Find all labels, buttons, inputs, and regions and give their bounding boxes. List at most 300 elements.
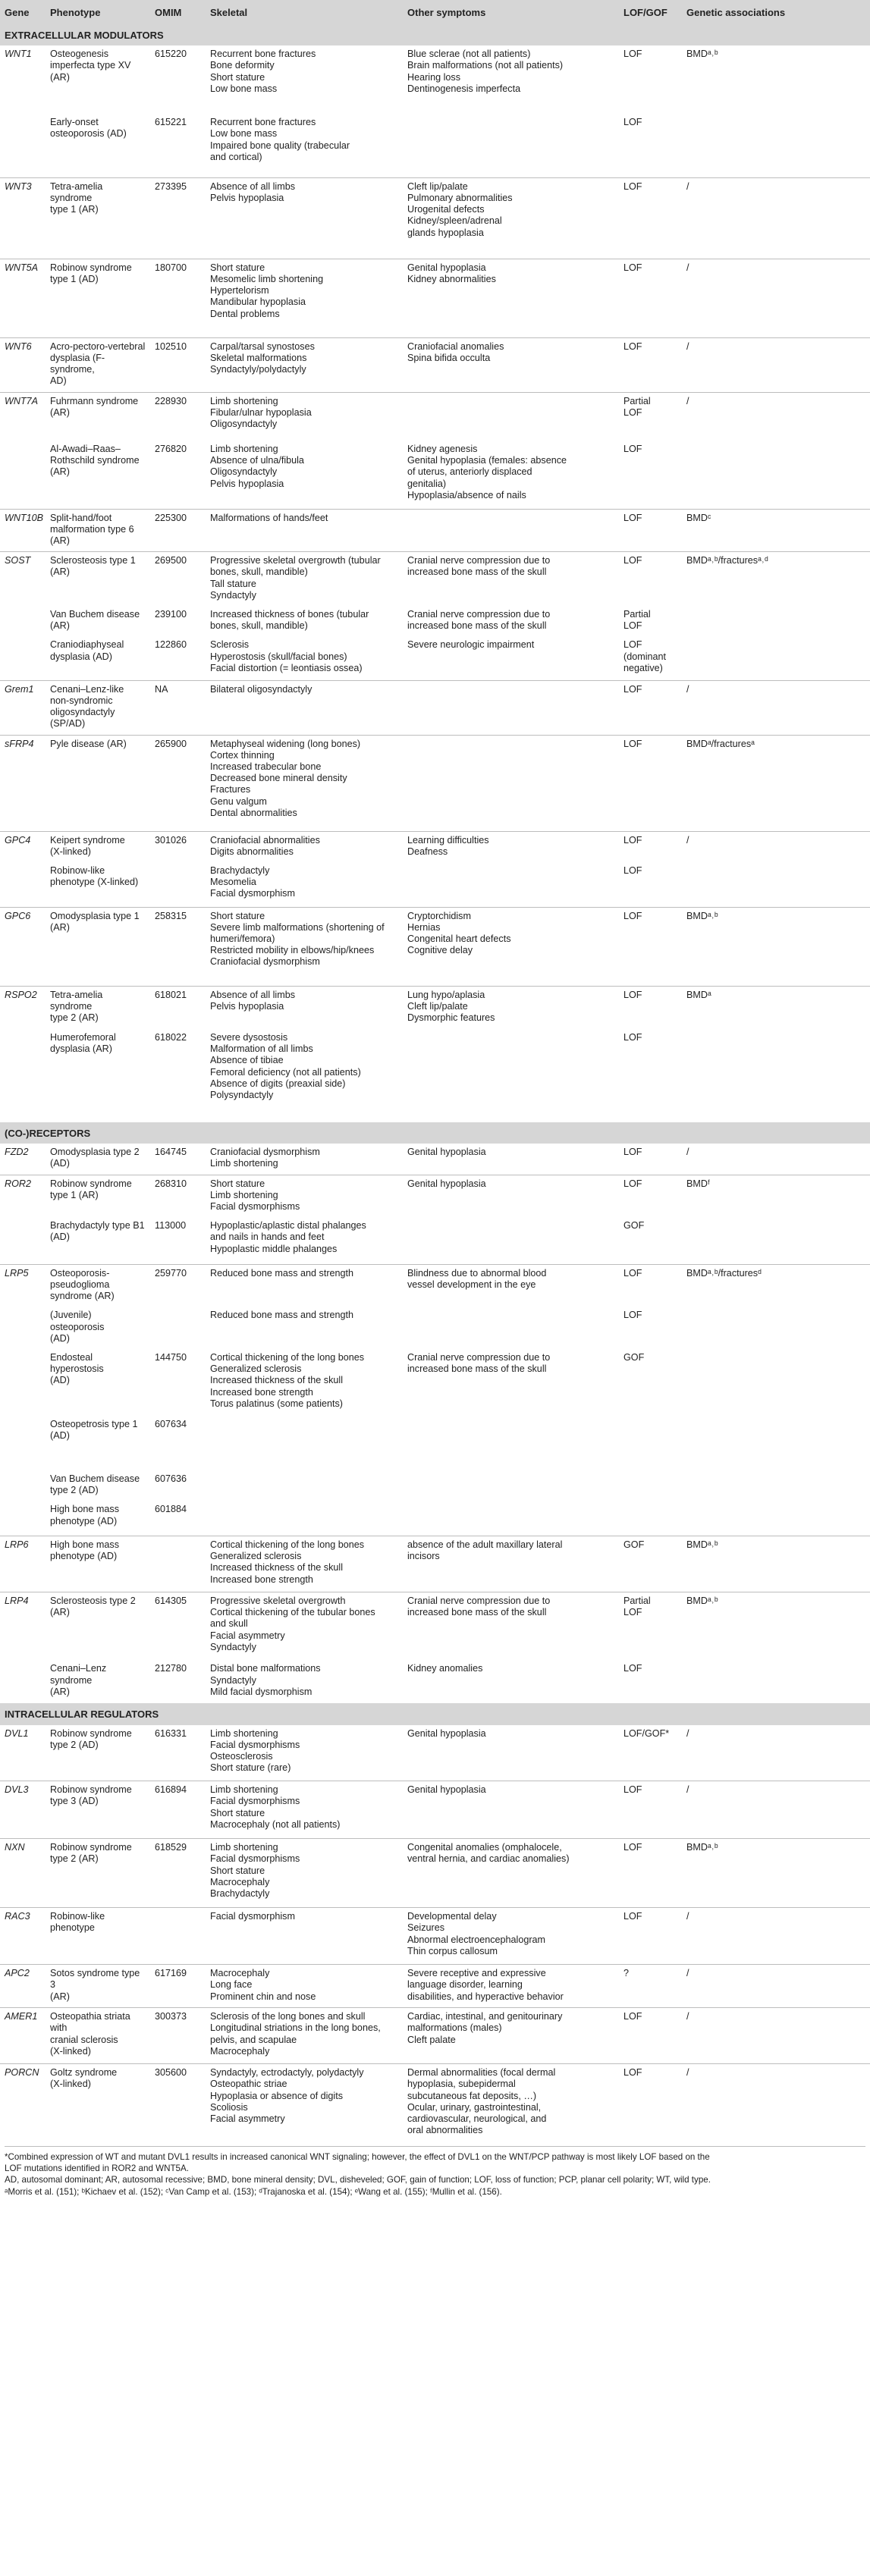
genetic-associations-cell: BMDᵃ˒ᵇ: [682, 1592, 870, 1660]
gene-cell: WNT5A: [0, 259, 46, 337]
omim-cell: 615221: [155, 117, 187, 128]
gene-cell: [0, 862, 46, 907]
gene-cell: [0, 636, 46, 680]
cell-line: Cranial nerve compression due to: [407, 1352, 551, 1363]
lof-gof-cell: [619, 1029, 682, 1122]
phenotype-cell: [46, 392, 150, 441]
cell-line: (AR): [50, 1686, 70, 1697]
cell-line: LOF: [623, 444, 642, 455]
cell-line: phenotype: [50, 1922, 95, 1934]
cell-line: Prominent chin and nose: [210, 1991, 316, 2002]
cell-line: LOF: [623, 512, 642, 523]
cell-line: Hypertelorism: [210, 285, 269, 297]
cell-line: (AR): [50, 535, 70, 546]
cell-line: Sclerosteosis type 1: [50, 555, 136, 566]
cell-line: humeri/femora): [210, 933, 275, 944]
gene-cell: [0, 1029, 46, 1122]
phenotype-cell: [46, 1144, 150, 1175]
cell-line: (SP/AD): [50, 718, 86, 730]
cell-line: Brachydactyly: [210, 865, 270, 877]
skeletal-cell: [206, 259, 403, 337]
omim-cell: 268310: [150, 1175, 206, 1217]
table-row: [0, 509, 870, 552]
table-row: [0, 606, 870, 636]
other-symptoms-cell: [403, 1175, 619, 1217]
phenotype-cell: [46, 1470, 150, 1501]
table-row: [0, 1470, 870, 1501]
other-symptoms-cell: [403, 1839, 619, 1908]
cell-line: Cenani–Lenz-like: [50, 683, 124, 695]
cell-line: Brachydactyly: [210, 1887, 270, 1899]
cell-line: Urogenital defects: [407, 204, 485, 215]
cell-line: Craniofacial anomalies: [407, 340, 504, 352]
table-row: [0, 1307, 870, 1349]
cell-line: Partial: [623, 608, 651, 620]
omim-cell: 618022: [155, 1032, 187, 1043]
cell-line: ?: [623, 1968, 630, 1979]
cell-line: Cortical thickening of the long bones: [210, 1352, 365, 1363]
cell-line: Absence of tibiae: [210, 1055, 284, 1066]
cell-line: Long face: [210, 1979, 253, 1991]
table-row: [0, 1144, 870, 1175]
lof-gof-cell: [619, 1307, 682, 1349]
cell-line: LOF: [623, 989, 642, 1000]
cell-line: Generalized sclerosis: [210, 1551, 302, 1562]
genetic-associations-cell: /: [682, 680, 870, 735]
cell-line: Genital hypoplasia: [407, 1178, 486, 1189]
cell-line: Restricted mobility in elbows/hip/knees: [210, 945, 375, 956]
table-row: [0, 114, 870, 177]
cell-line: Malformation of all limbs: [210, 1043, 313, 1055]
cell-line: Bone deformity: [210, 60, 275, 71]
omim-cell: 614305: [150, 1592, 206, 1660]
cell-line: type 2 (AD): [50, 1485, 99, 1496]
table-row: [0, 2008, 870, 2064]
cell-line: Increased bone strength: [210, 1386, 313, 1398]
lof-gof-cell: [619, 114, 682, 177]
cell-line: type 2 (AR): [50, 1853, 99, 1865]
other-symptoms-cell: [403, 392, 619, 441]
cell-line: Mesomelic limb shortening: [210, 273, 324, 284]
phenotype-cell: [46, 862, 150, 907]
lof-gof-cell: [619, 1592, 682, 1660]
phenotype-cell: [46, 2008, 150, 2064]
genetic-associations-cell: BMDᵃ˒ᵇ: [682, 1536, 870, 1592]
cell-line: Oligosyndactyly: [210, 466, 278, 478]
other-symptoms-cell: [403, 1725, 619, 1781]
genetic-associations-cell: [682, 1660, 870, 1703]
cell-line: High bone mass: [50, 1504, 120, 1515]
gene-cell: LRP6: [0, 1536, 46, 1592]
cell-line: Femoral deficiency (not all patients): [210, 1066, 361, 1078]
cell-line: (AR): [50, 620, 70, 632]
cell-line: Deafness: [407, 846, 448, 857]
phenotype-cell: [46, 552, 150, 606]
other-symptoms-cell: [403, 1264, 619, 1307]
cell-line: (AR): [50, 566, 70, 578]
lof-gof-cell: [619, 1725, 682, 1781]
cell-line: Brachydactyly type B1: [50, 1220, 145, 1232]
table-row: [0, 337, 870, 392]
cell-line: glands hypoplasia: [407, 227, 484, 238]
table-row: [0, 552, 870, 606]
table-row: [0, 735, 870, 831]
cell-line: Mild facial dysmorphism: [210, 1686, 313, 1697]
phenotype-cell: [46, 114, 150, 177]
skeletal-cell: [206, 1175, 403, 1217]
lof-gof-cell: [619, 1908, 682, 1965]
cell-line: Short stature: [210, 1807, 265, 1818]
cell-line: Genu valgum: [210, 795, 267, 807]
genetic-associations-cell: [682, 1416, 870, 1470]
skeletal-cell: [206, 1725, 403, 1781]
cell-line: LOF: [623, 1784, 642, 1796]
genetic-associations-cell: BMDᵃ˒ᵇ: [682, 907, 870, 986]
cell-line: LOF: [623, 262, 642, 273]
cell-line: Cranial nerve compression due to: [407, 555, 551, 566]
cell-line: Dysmorphic features: [407, 1012, 495, 1023]
gene-cell: DVL3: [0, 1781, 46, 1839]
cell-line: Kidney/spleen/adrenal: [407, 215, 502, 227]
other-symptoms-cell: [403, 1144, 619, 1175]
cell-line: Sclerosis: [210, 639, 250, 651]
omim-cell: 212780: [155, 1663, 187, 1674]
table-row: [0, 177, 870, 259]
other-symptoms-cell: [403, 1307, 619, 1349]
footnote-line: AD, autosomal dominant; AR, autosomal recessive; BMD, bone mineral density; DVL, disheveled; GOF, gain of function; LOF, loss of function; PCP, planar cell polarity; WT, wild type.: [5, 2175, 711, 2185]
other-symptoms-cell: [403, 45, 619, 114]
genetic-associations-cell: /: [682, 337, 870, 392]
genetic-associations-cell: /: [682, 177, 870, 259]
other-symptoms-cell: [403, 1536, 619, 1592]
genetic-associations-cell: [682, 114, 870, 177]
cell-line: LOF: [623, 555, 642, 566]
omim-cell: 300373: [150, 2008, 206, 2064]
table-footnotes: [5, 2146, 865, 2199]
other-symptoms-cell: [403, 1349, 619, 1416]
cell-line: Genital hypoplasia (females: absence: [407, 455, 567, 466]
cell-line: Carpal/tarsal synostoses: [210, 340, 315, 352]
cell-line: Short stature: [210, 71, 265, 83]
cell-line: Limb shortening: [210, 1784, 278, 1796]
other-symptoms-cell: [403, 986, 619, 1029]
cell-line: Van Buchem disease: [50, 608, 140, 620]
cell-line: Fractures: [210, 784, 251, 795]
table-row: [0, 1839, 870, 1908]
cell-line: Polysyndactyly: [210, 1090, 274, 1101]
skeletal-cell: [206, 636, 403, 680]
cell-line: Omodysplasia type 2: [50, 1147, 140, 1158]
cell-line: LOF: [623, 1267, 642, 1279]
cell-line: Kidney agenesis: [407, 444, 478, 455]
cell-line: Distal bone malformations: [210, 1663, 321, 1674]
phenotype-cell: [46, 1264, 150, 1307]
cell-line: dysplasia (F-syndrome,: [50, 352, 105, 375]
cell-line: (AD): [50, 1332, 70, 1344]
cell-line: (AD): [50, 1430, 70, 1442]
other-symptoms-cell: [403, 1660, 619, 1703]
phenotype-cell: [46, 259, 150, 337]
cell-line: Hernias: [407, 921, 441, 933]
cell-line: type 1 (AR): [50, 1189, 99, 1200]
gene-cell: [0, 1501, 46, 1536]
cell-line: Craniofacial dysmorphism: [210, 956, 320, 968]
other-symptoms-cell: [403, 1470, 619, 1501]
table-row: [0, 1781, 870, 1839]
cell-line: Cleft lip/palate: [407, 180, 468, 192]
table-row: [0, 1536, 870, 1592]
genetic-associations-cell: [682, 1349, 870, 1416]
gene-cell: Grem1: [0, 680, 46, 735]
gene-cell: PORCN: [0, 2064, 46, 2143]
cell-line: Craniodiaphyseal: [50, 639, 124, 651]
skeletal-cell: [206, 1029, 403, 1122]
cell-line: Partial: [623, 395, 651, 406]
lof-gof-cell: [619, 1217, 682, 1264]
phenotype-cell: [46, 337, 150, 392]
section-title: EXTRACELLULAR MODULATORS: [0, 24, 870, 45]
cell-line: subcutaneous fat deposits, …): [407, 2090, 537, 2101]
omim-cell: 618021: [150, 986, 206, 1029]
cell-line: Short stature: [210, 1865, 265, 1876]
other-symptoms-cell: [403, 636, 619, 680]
genetic-associations-cell: /: [682, 2008, 870, 2064]
cell-line: LOF: [623, 1663, 642, 1674]
cell-line: Robinow syndrome: [50, 1842, 132, 1853]
omim-cell: 276820: [155, 444, 187, 455]
omim-cell: 180700: [150, 259, 206, 337]
phenotype-cell: [46, 441, 150, 509]
cell-line: Blindness due to abnormal blood: [407, 1267, 547, 1279]
cell-line: osteoporosis (AD): [50, 128, 127, 140]
gene-cell: WNT3: [0, 177, 46, 259]
other-symptoms-cell: [403, 2008, 619, 2064]
cell-line: Mandibular hypoplasia: [210, 297, 306, 308]
cell-line: Osteoporosis-: [50, 1267, 110, 1279]
table-row: [0, 1660, 870, 1703]
skeletal-cell: [206, 2064, 403, 2143]
gene-cell: WNT7A: [0, 392, 46, 441]
phenotype-cell: [46, 1536, 150, 1592]
table-row: [0, 1592, 870, 1660]
cell-line: Reduced bone mass and strength: [210, 1310, 354, 1321]
genetic-associations-cell: [682, 1217, 870, 1264]
cell-line: GOF: [623, 1352, 645, 1363]
cell-line: (AD): [50, 1375, 70, 1386]
other-symptoms-cell: [403, 337, 619, 392]
genetic-associations-cell: BMDᵃ˒ᵇ/fracturesᵈ: [682, 1264, 870, 1307]
cell-line: Recurrent bone fractures: [210, 117, 316, 128]
lof-gof-cell: [619, 177, 682, 259]
skeletal-cell: [206, 2008, 403, 2064]
phenotype-cell: [46, 1175, 150, 1217]
cell-line: Van Buchem disease: [50, 1473, 140, 1484]
omim-cell: 273395: [150, 177, 206, 259]
cell-line: Endosteal hyperostosis: [50, 1352, 104, 1375]
cell-line: Robinow-like: [50, 1911, 105, 1922]
omim-cell: 607634: [155, 1419, 187, 1429]
cell-line: Dentinogenesis imperfecta: [407, 83, 521, 94]
cell-line: LOF: [623, 2011, 642, 2022]
gene-cell: [0, 1416, 46, 1470]
cell-line: Goltz syndrome: [50, 2067, 118, 2079]
cell-line: Genital hypoplasia: [407, 1727, 486, 1739]
cell-line: (AR): [50, 1607, 70, 1618]
cell-line: imperfecta type XV (AR): [50, 60, 131, 83]
cell-line: Partial: [623, 1595, 651, 1606]
cell-line: LOF: [623, 1178, 642, 1189]
cell-line: Limb shortening: [210, 1158, 278, 1169]
table-row: [0, 441, 870, 509]
genetic-associations-cell: BMDᵃ/fracturesᵃ: [682, 735, 870, 831]
cell-line: syndrome (AR): [50, 1291, 115, 1302]
cell-line: Short stature (rare): [210, 1762, 291, 1774]
cell-line: Kidney anomalies: [407, 1663, 483, 1674]
cell-line: genitalia): [407, 478, 447, 489]
omim-cell: 601884: [155, 1504, 187, 1515]
cell-line: Increased thickness of bones (tubular: [210, 608, 369, 620]
other-symptoms-cell: [403, 114, 619, 177]
cell-line: Skeletal malformations: [210, 352, 307, 363]
cell-line: Genital hypoplasia: [407, 1784, 486, 1796]
cell-line: ventral hernia, and cardiac anomalies): [407, 1853, 570, 1865]
cell-line: Pelvis hypoplasia: [210, 478, 284, 489]
skeletal-cell: [206, 831, 403, 862]
cell-line: type 3 (AD): [50, 1796, 99, 1807]
skeletal-cell: [206, 1965, 403, 2008]
cell-line: Facial asymmetry: [210, 2113, 285, 2124]
cell-line: Progressive skeletal overgrowth (tubular: [210, 555, 381, 566]
lof-gof-cell: [619, 1470, 682, 1501]
genetic-associations-cell: /: [682, 1908, 870, 1965]
cell-line: oligosyndactyly: [50, 707, 115, 718]
skeletal-cell: [206, 1470, 403, 1501]
gene-cell: LRP5: [0, 1264, 46, 1307]
table-row: [0, 1264, 870, 1307]
phenotype-cell: [46, 509, 150, 552]
omim-cell: 617169: [150, 1965, 206, 2008]
lof-gof-cell: [619, 907, 682, 986]
cell-line: Craniofacial abnormalities: [210, 834, 320, 846]
cell-line: Syndactyly, ectrodactyly, polydactyly: [210, 2067, 364, 2079]
cell-line: language disorder, learning: [407, 1979, 523, 1991]
skeletal-cell: [206, 735, 403, 831]
cell-line: LOF: [623, 1310, 642, 1321]
cell-line: Robinow syndrome: [50, 1178, 132, 1189]
gene-cell: LRP4: [0, 1592, 46, 1660]
phenotype-cell: [46, 1349, 150, 1416]
cell-line: Tall stature: [210, 578, 256, 589]
skeletal-cell: [206, 509, 403, 552]
cell-line: Facial dysmorphisms: [210, 1853, 300, 1865]
omim-cell: 259770: [150, 1264, 206, 1307]
phenotype-cell: [46, 1501, 150, 1536]
lof-gof-cell: [619, 862, 682, 907]
cell-line: Dermal abnormalities (focal dermal: [407, 2067, 556, 2079]
omim-cell: 258315: [150, 907, 206, 986]
cell-line: cardiovascular, neurological, and: [407, 2113, 547, 2124]
cell-line: Pelvis hypoplasia: [210, 192, 284, 203]
lof-gof-cell: [619, 680, 682, 735]
omim-cell: 113000: [155, 1220, 187, 1232]
gene-cell: FZD2: [5, 1147, 29, 1158]
lof-gof-cell: [619, 636, 682, 680]
cell-line: Sclerosteosis type 2: [50, 1595, 136, 1606]
gene-cell: [0, 1307, 46, 1349]
cell-line: Keipert syndrome: [50, 834, 125, 846]
skeletal-cell: [206, 1264, 403, 1307]
phenotype-cell: [46, 680, 150, 735]
genetic-associations-cell: BMDᵃ˒ᵇ: [682, 1839, 870, 1908]
cell-line: non-syndromic: [50, 695, 113, 707]
skeletal-cell: [206, 392, 403, 441]
footnote-line: LOF mutations identified in ROR2 and WNT5A.: [5, 2163, 189, 2174]
cell-line: pseudoglioma: [50, 1279, 110, 1290]
lof-gof-cell: [619, 986, 682, 1029]
lof-gof-cell: [619, 1660, 682, 1703]
cell-line: (Juvenile) osteoporosis: [50, 1310, 105, 1332]
cell-line: Pelvis hypoplasia: [210, 1000, 284, 1012]
table-row: [0, 45, 870, 114]
omim-cell: 265900: [150, 735, 206, 831]
cell-line: Cenani–Lenz syndrome: [50, 1663, 107, 1686]
omim-cell: 225300: [150, 509, 206, 552]
cell-line: Facial asymmetry: [210, 1630, 285, 1641]
cell-line: LOF: [623, 738, 642, 749]
cell-line: Osteogenesis: [50, 49, 109, 60]
other-symptoms-cell: [403, 831, 619, 862]
cell-line: LOF: [623, 340, 642, 352]
cell-line: Fibular/ulnar hypoplasia: [210, 406, 312, 418]
lof-gof-cell: [619, 45, 682, 114]
cell-line: Cognitive delay: [407, 945, 473, 956]
cell-line: Facial dysmorphism: [210, 888, 295, 899]
cell-line: Spina bifida occulta: [407, 352, 491, 363]
other-symptoms-cell: [403, 509, 619, 552]
cell-line: (AR): [50, 466, 70, 478]
cell-line: oral abnormalities: [407, 2125, 483, 2136]
other-symptoms-cell: [403, 1416, 619, 1470]
cell-line: Macrocephaly: [210, 1876, 270, 1887]
omim-cell: [150, 862, 206, 907]
header-skeletal: Skeletal: [210, 7, 248, 18]
cell-line: Digits abnormalities: [210, 846, 294, 857]
cell-line: Progressive skeletal overgrowth: [210, 1595, 346, 1606]
phenotype-cell: [46, 1416, 150, 1470]
cell-line: (AD): [50, 1232, 70, 1243]
cell-line: Macrocephaly: [210, 1968, 270, 1979]
cell-line: Genital hypoplasia: [407, 262, 486, 273]
gene-cell: RAC3: [0, 1908, 46, 1965]
cell-line: phenotype (X-linked): [50, 877, 139, 888]
cell-line: Kidney abnormalities: [407, 273, 496, 284]
cell-line: Absence of all limbs: [210, 180, 295, 192]
gene-cell: AMER1: [0, 2008, 46, 2064]
other-symptoms-cell: [403, 1965, 619, 2008]
genetic-associations-cell: /: [682, 259, 870, 337]
genetic-associations-cell: /: [686, 1147, 689, 1158]
cell-line: (AR): [50, 406, 70, 418]
cell-line: increased bone mass of the skull: [407, 620, 547, 632]
genetic-associations-cell: [682, 1470, 870, 1501]
lof-gof-cell: [619, 1349, 682, 1416]
table-row: [0, 1175, 870, 1217]
phenotype-cell: [46, 1592, 150, 1660]
cell-line: hypoplasia, subepidermal: [407, 2079, 516, 2090]
skeletal-cell: [206, 177, 403, 259]
cell-line: Omodysplasia type 1: [50, 910, 140, 921]
omim-cell: NA: [150, 680, 206, 735]
